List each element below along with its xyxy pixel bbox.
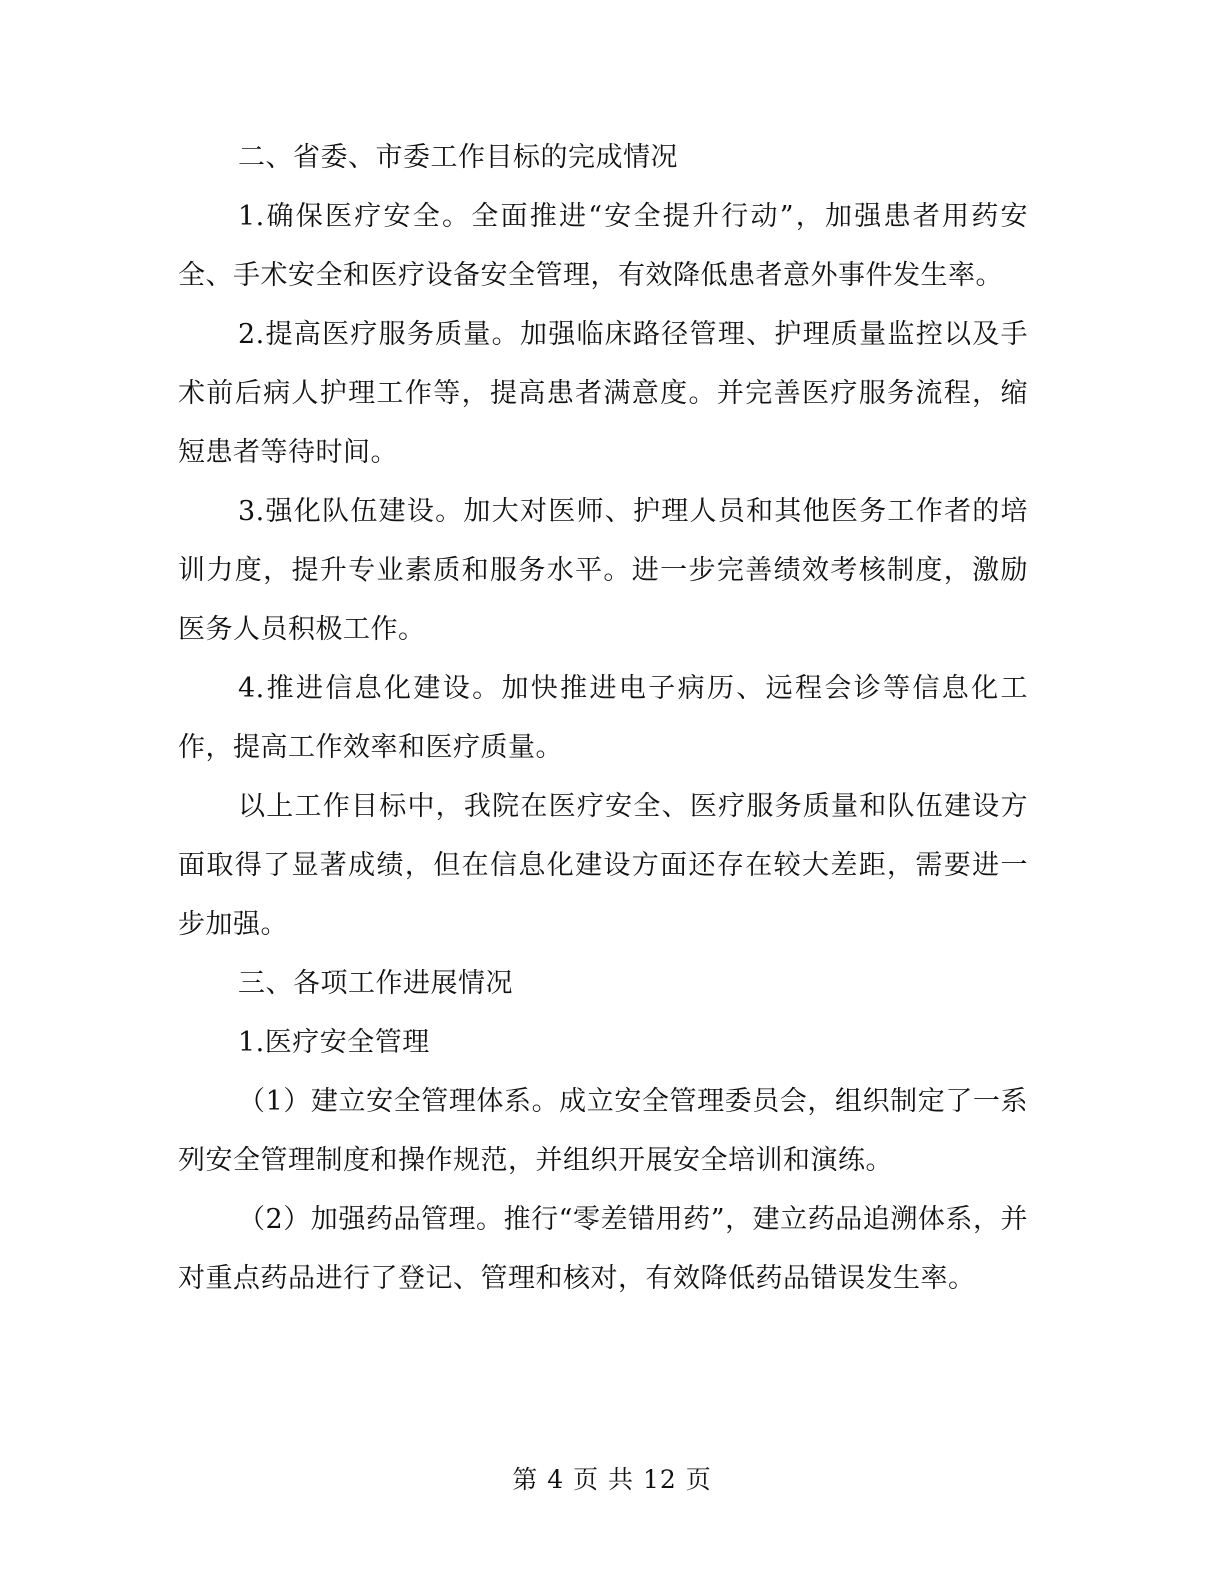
paragraph-summary: 以上工作目标中，我院在医疗安全、医疗服务质量和队伍建设方面取得了显著成绩，但在信息化建设方面还存在较大差距，需要进一步加强。 [178,791,1028,940]
subsection-heading-1: 1.医疗安全管理 [238,1027,430,1058]
paragraph-item-4: 4.推进信息化建设。加快推进电子病历、远程会诊等信息化工作，提高工作效率和医疗质量。 [178,673,1028,763]
paragraph-item-2: 2.提高医疗服务质量。加强临床路径管理、护理质量监控以及手术前后病人护理工作等，提高患者满意度。并完善医疗服务流程，缩短患者等待时间。 [178,319,1028,468]
paragraph-subitem-1: （1）建立安全管理体系。成立安全管理委员会，组织制定了一系列安全管理制度和操作规范，并组织开展安全培训和演练。 [178,1086,1028,1176]
section-heading-2: 二、省委、市委工作目标的完成情况 [238,142,678,173]
section-heading-3: 三、各项工作进展情况 [238,968,513,999]
document-body [178,128,1028,1308]
page-number-footer: 第 4 页 共 12 页 [512,1465,712,1494]
paragraph-item-1: 1.确保医疗安全。全面推进“安全提升行动”，加强患者用药安全、手术安全和医疗设备安全管理，有效降低患者意外事件发生率。 [178,201,1028,291]
paragraph-subitem-2: （2）加强药品管理。推行“零差错用药”，建立药品追溯体系，并对重点药品进行了登记、管理和核对，有效降低药品错误发生率。 [178,1204,1028,1294]
paragraph-item-3: 3.强化队伍建设。加大对医师、护理人员和其他医务工作者的培训力度，提升专业素质和服务水平。进一步完善绩效考核制度，激励医务人员积极工作。 [178,496,1028,645]
